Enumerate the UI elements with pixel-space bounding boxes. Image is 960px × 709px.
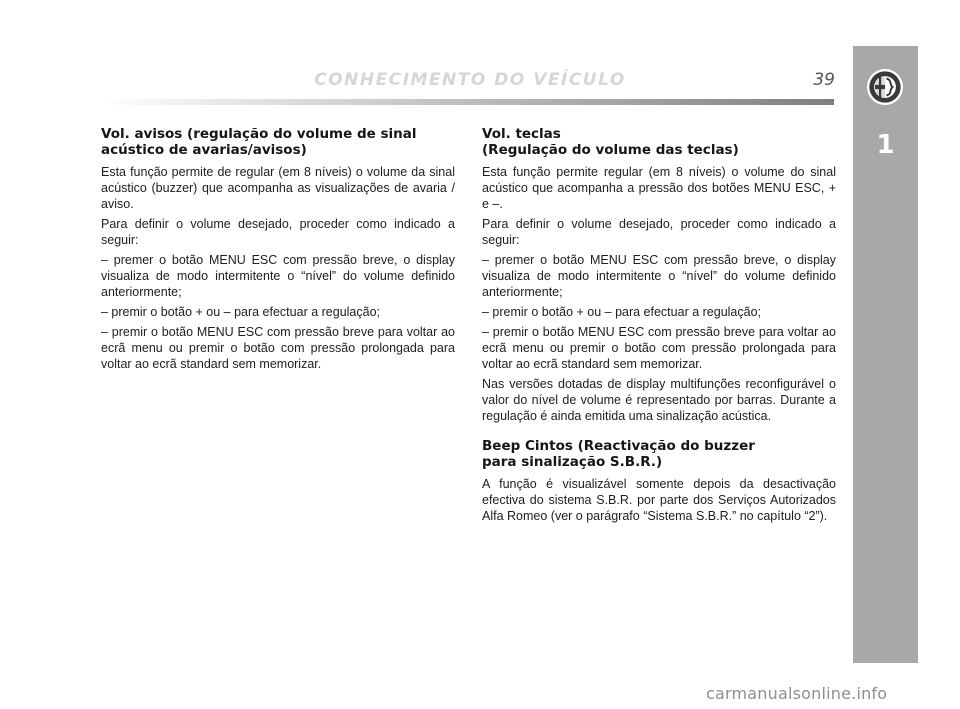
section-heading-vol-teclas: Vol. teclas (Regulação do volume das teclas) — [482, 126, 739, 158]
paragraph: Esta função permite regular (em 8 níveis) o volume do sinal acústico que acompanha a pressão dos botões MENU ESC, + e –. — [482, 165, 836, 211]
right-column — [482, 126, 836, 528]
page-number: 39 — [813, 70, 835, 90]
paragraph: – premir o botão + ou – para efectuar a regulação; — [101, 305, 380, 319]
paragraph: – premir o botão MENU ESC com pressão breve para voltar ao ecrã menu ou premir o botão com pressão prolongada para voltar ao ecrã standard sem memorizar. — [482, 325, 836, 371]
chapter-number: 1 — [876, 130, 895, 160]
paragraph: A função é visualizável somente depois da desactivação efectiva do sistema S.B.R. por parte dos Serviços Autorizados Alfa Romeo (ver o parágrafo “Sistema S.B.R.” no capítulo “2”). — [482, 477, 836, 523]
section-heading-beep-cintos: Beep Cintos (Reactivação do buzzer para sinalização S.B.R.) — [482, 438, 755, 470]
watermark: carmanualsonline.info — [706, 684, 888, 703]
left-column — [101, 126, 455, 376]
paragraph: Esta função permite de regular (em 8 níveis) o volume da sinal acústico (buzzer) que acompanha as visualizações de avaria / aviso. — [101, 165, 455, 211]
paragraph: – premir o botão + ou – para efectuar a regulação; — [482, 305, 761, 319]
paragraph: Para definir o volume desejado, proceder como indicado a seguir: — [101, 217, 455, 247]
paragraph: Para definir o volume desejado, proceder como indicado a seguir: — [482, 217, 836, 247]
page-header-title: CONHECIMENTO DO VEÍCULO — [314, 70, 626, 90]
header-divider — [100, 99, 834, 105]
alfa-romeo-logo-icon — [866, 68, 904, 106]
paragraph: – premer o botão MENU ESC com pressão breve, o display visualiza de modo intermitente o “nível” do volume definido anteriormente; — [101, 253, 455, 299]
paragraph: – premer o botão MENU ESC com pressão breve, o display visualiza de modo intermitente o “nível” do volume definido anteriormente; — [482, 253, 836, 299]
section-heading-vol-avisos: Vol. avisos (regulação do volume de sinal acústico de avarias/avisos) — [101, 126, 417, 158]
paragraph: – premir o botão MENU ESC com pressão breve para voltar ao ecrã menu ou premir o botão com pressão prolongada para voltar ao ecrã standard sem memorizar. — [101, 325, 455, 371]
paragraph: Nas versões dotadas de display multifunções reconfigurável o valor do nível de volume é representado por barras. Durante a regulação é ainda emitida uma sinalização acústica. — [482, 377, 836, 423]
